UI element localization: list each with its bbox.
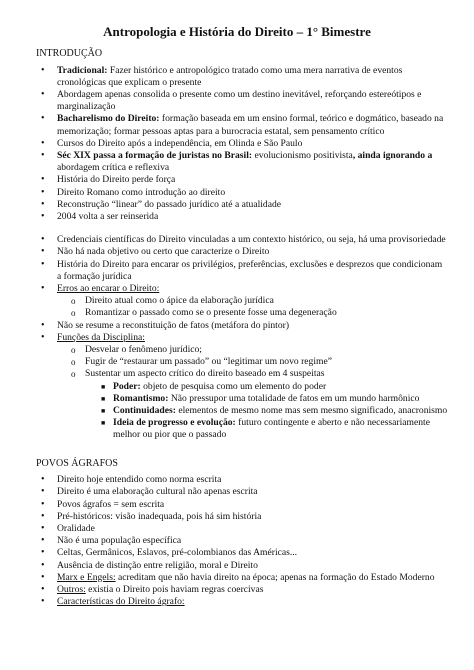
list-item-funcoes (26, 332, 448, 442)
list-item (26, 89, 448, 113)
sub-list-item: o Desvelar o fenômeno jurídico; (57, 344, 448, 356)
suspeita-item (57, 417, 448, 441)
item-text: formação baseada em um ensino formal, teórico e dogmático, baseado na memorização; formar pessoas aptas para a burocracia estatal, sem pensamento crítico (57, 113, 444, 137)
item-text: História do Direito perde força (57, 174, 176, 186)
item-text: acreditam que não havia direito na época; apenas na formação do Estado Moderno (115, 571, 435, 583)
bold-term: Ideia de progresso e evolução: (113, 417, 236, 429)
list-item (26, 584, 448, 596)
bold-term: Tradicional: (57, 64, 108, 76)
item-text: Não pressupor uma totalidade de fatos em um mundo harmônico (168, 392, 420, 404)
agrafos-list (26, 474, 448, 608)
list-item (26, 596, 448, 608)
item-text: evolucionismo positivista (252, 149, 353, 161)
sub-list-item (57, 368, 448, 380)
bold-term: Poder: (113, 380, 141, 392)
bold-term: , ainda ignorando a (352, 149, 433, 161)
item-text: Sustentar um aspecto crítico do direito baseado em 4 suspeitas (85, 368, 325, 380)
list-item: • Povos ágrafos = sem escrita (26, 499, 448, 511)
suspeita-item (57, 393, 448, 405)
list-item: • Celtas, Germânicos, Eslavos, pré-colombianos das Américas... (26, 547, 448, 559)
list-item: • Não se resume a reconstituição de fatos (metáfora do pintor) (26, 320, 448, 332)
item-text: objeto de pesquisa como um elemento do poder (140, 380, 327, 392)
list-item (26, 113, 448, 137)
item-text: Fazer histórico e antropológico tratado como uma mera narrativa de eventos cronológicas que explicam o presente (57, 64, 403, 88)
bold-term: Continuidades: (113, 404, 176, 416)
list-item: • Oralidade (26, 523, 448, 535)
item-text: futuro contingente e aberto e não necessariamente melhor ou pior que o passado (113, 417, 430, 441)
spacer (26, 442, 448, 452)
list-item (26, 138, 448, 150)
underlined-label: Outros: (57, 583, 86, 595)
suspeitas-list (57, 381, 448, 442)
item-text: elementos de mesmo nome mas sem mesmo significado, anacronismo (175, 404, 448, 416)
item-text: abordagem crítica e reflexiva (57, 162, 170, 174)
list-item: • Ausência de distinção entre religião, moral e Direito (26, 560, 448, 572)
section-heading-introducao: INTRODUÇÃO (36, 48, 103, 59)
list-item: • Pré-históricos: visão inadequada, pois há sim história (26, 511, 448, 523)
intro-list-2 (26, 234, 448, 441)
bold-term: Romantismo: (113, 392, 169, 404)
bold-term: Séc XIX passa a formação de juristas no Brasil: (57, 149, 253, 161)
underlined-label: Marx e Engels: (57, 571, 116, 583)
item-text: Abordagem apenas consolida o presente como um destino inevitável, reforçando estereótipos e marginalização (57, 88, 422, 113)
bold-term: Bacharelismo do Direito: (57, 113, 160, 125)
sub-list-item: o Romantizar o passado como se o presente fosse uma degeneração (57, 307, 448, 319)
intro-list (26, 65, 448, 224)
item-text: Reconstrução “linear” do passado jurídico até a atualidade (57, 198, 282, 210)
list-item (26, 150, 448, 174)
spacer (26, 223, 448, 234)
list-item (26, 211, 448, 223)
sub-list-item: o Direito atual como o ápice da elaboração jurídica (57, 295, 448, 307)
erros-sublist (57, 295, 448, 319)
item-text: Direito Romano como introdução ao direito (57, 186, 226, 198)
list-item: • História do Direito para encarar os privilégios, preferências, exclusões e desprezos que condicionam a formação jurídica (26, 259, 448, 283)
list-item: • Direito hoje entendido como norma escrita (26, 474, 448, 486)
list-item (26, 187, 448, 199)
list-item-erros (26, 283, 448, 320)
list-item: • Não é uma população específica (26, 535, 448, 547)
list-item: • Direito é uma elaboração cultural não apenas escrita (26, 486, 448, 498)
underlined-label: Funções da Disciplina: (57, 331, 145, 343)
page-title: Antropologia e História do Direito – 1° Bimestre (103, 24, 371, 39)
underlined-label: Erros ao encarar o Direito: (57, 282, 160, 294)
suspeita-item (57, 405, 448, 417)
suspeita-item (57, 381, 448, 393)
item-text: Cursos do Direito após a independência, em Olinda e São Paulo (57, 137, 303, 149)
underlined-label: Características do Direito ágrafo: (57, 596, 185, 608)
list-item (26, 65, 448, 89)
item-text: 2004 volta a ser reinserida (57, 210, 159, 222)
funcoes-sublist (57, 344, 448, 381)
sub-list-item: o Fugir de “restaurar um passado” ou “legitimar um novo regime” (57, 356, 448, 368)
list-item (26, 572, 448, 584)
list-item (26, 199, 448, 211)
list-item: • Não há nada objetivo ou certo que caracterize o Direito (26, 246, 448, 258)
list-item (26, 174, 448, 186)
section-heading-povos-agrafos: POVOS ÁGRAFOS (36, 457, 118, 469)
item-text: existia o Direito pois haviam regras coercivas (85, 583, 264, 595)
list-item: • Credenciais científicas do Direito vinculadas a um contexto histórico, ou seja, há uma provisoriedade (26, 234, 448, 246)
